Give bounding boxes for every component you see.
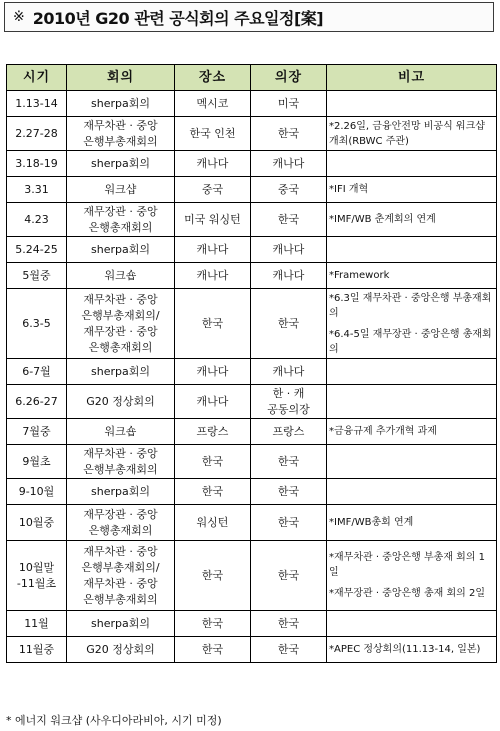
cell-meeting-line: sherpa회의 (91, 242, 150, 256)
cell-notes (327, 479, 497, 505)
cell-date: 6.3-5 (7, 289, 67, 359)
cell-meeting-line: 은행부총재회의 (83, 462, 158, 476)
table-row (7, 445, 497, 479)
cell-place-line: 멕시코 (196, 96, 229, 110)
cell-note-text: *APEC 정상회의(11.13-14, 일본) (329, 644, 481, 655)
cell-place-line: 미국 워싱턴 (184, 212, 241, 226)
cell-notes (327, 91, 497, 117)
cell-date: 6-7월 (7, 359, 67, 385)
cell-note-text: *6.3일 재무차관 · 중앙은행 부총재회의 (329, 292, 492, 319)
cell-notes (327, 505, 497, 541)
cell-place-line: 한국 (201, 484, 224, 498)
cell-chair-line: 캐나다 (272, 268, 305, 282)
cell-date: 3.18-19 (7, 151, 67, 177)
cell-chair (251, 637, 327, 663)
cell-chair-line: 한국 (277, 316, 300, 330)
cell-chair-line: 한국 (277, 616, 300, 630)
table-row (7, 151, 497, 177)
cell-place (175, 203, 251, 237)
cell-meeting-line: 워크샵 (104, 182, 137, 196)
column-header-meeting: 회의 (67, 65, 175, 91)
cell-chair (251, 445, 327, 479)
cell-place-line: 프랑스 (196, 424, 229, 438)
table-row (7, 479, 497, 505)
schedule-body (7, 91, 497, 663)
cell-place-line: 캐나다 (196, 394, 229, 408)
cell-meeting (67, 91, 175, 117)
cell-date: 10월중 (7, 505, 67, 541)
cell-meeting-line: 은행부총재회의 (83, 592, 158, 606)
cell-date: 7월중 (7, 419, 67, 445)
cell-date-line: -11월초 (16, 576, 57, 590)
cell-place-line: 한국 인천 (189, 126, 236, 140)
table-row (7, 289, 497, 359)
cell-notes (327, 359, 497, 385)
cell-chair-line: 프랑스 (272, 424, 305, 438)
cell-notes (327, 419, 497, 445)
table-row (7, 505, 497, 541)
cell-chair (251, 151, 327, 177)
schedule-table (6, 64, 497, 663)
cell-chair (251, 91, 327, 117)
cell-meeting-line: sherpa회의 (91, 364, 150, 378)
cell-meeting (67, 611, 175, 637)
cell-chair-line: 공동의장 (267, 402, 310, 416)
cell-meeting-line: 은행총재회의 (88, 340, 153, 354)
cell-meeting (67, 237, 175, 263)
cell-meeting-line: G20 정상회의 (86, 394, 155, 408)
cell-place (175, 385, 251, 419)
cell-meeting-line: 재무장관 · 중앙 (83, 324, 158, 338)
cell-meeting-line: 재무차관 · 중앙 (83, 292, 158, 306)
cell-date: 2.27-28 (7, 117, 67, 151)
cell-note-text: *재무차관 · 중앙은행 부총재 회의 1일 (329, 552, 486, 578)
cell-place (175, 611, 251, 637)
cell-chair (251, 289, 327, 359)
cell-place-line: 한국 (201, 316, 224, 330)
cell-date: 11월 (7, 611, 67, 637)
page-title: 2010년 G20 관련 공식회의 주요일정[案] (32, 8, 324, 28)
cell-note-text: *Framework (329, 270, 390, 281)
cell-meeting (67, 359, 175, 385)
cell-place (175, 237, 251, 263)
cell-note-text: *IMF/WB총회 연계 (329, 517, 414, 528)
cell-meeting-line: 워크숍 (104, 424, 137, 438)
cell-chair (251, 117, 327, 151)
table-row (7, 203, 497, 237)
cell-chair (251, 359, 327, 385)
cell-place-line: 캐나다 (196, 268, 229, 282)
cell-chair (251, 385, 327, 419)
cell-meeting-line: 워크숍 (104, 268, 137, 282)
cell-place (175, 151, 251, 177)
cell-place (175, 419, 251, 445)
cell-notes (327, 445, 497, 479)
cell-chair (251, 541, 327, 611)
cell-note-text: *2.26일, 금융안전망 비공식 워크샵 개최(RBWC 주관) (329, 120, 485, 147)
cell-meeting-line: sherpa회의 (91, 616, 150, 630)
cell-chair-line: 미국 (277, 96, 300, 110)
cell-chair-line: 한국 (277, 515, 300, 529)
cell-meeting-line: 재무차관 · 중앙 (83, 446, 158, 460)
cell-chair-line: 캐나다 (272, 156, 305, 170)
table-row (7, 117, 497, 151)
cell-meeting (67, 505, 175, 541)
cell-place (175, 637, 251, 663)
table-row (7, 385, 497, 419)
cell-date: 9-10월 (7, 479, 67, 505)
table-row (7, 263, 497, 289)
cell-meeting-line: G20 정상회의 (86, 642, 155, 656)
cell-notes (327, 117, 497, 151)
cell-chair (251, 419, 327, 445)
cell-date: 11월중 (7, 637, 67, 663)
cell-meeting-line: sherpa회의 (91, 484, 150, 498)
cell-note-text: *6.4-5일 재무장관 · 중앙은행 총재회의 (329, 328, 492, 355)
cell-date: 4.23 (7, 203, 67, 237)
cell-meeting-line: 재무장관 · 중앙 (83, 507, 158, 521)
cell-meeting (67, 419, 175, 445)
cell-meeting (67, 385, 175, 419)
cell-date: 5.24-25 (7, 237, 67, 263)
cell-place (175, 541, 251, 611)
cell-meeting-line: 재무차관 · 중앙 (83, 576, 158, 590)
cell-chair (251, 479, 327, 505)
table-row (7, 611, 497, 637)
cell-place (175, 479, 251, 505)
cell-place-line: 캐나다 (196, 156, 229, 170)
cell-chair-line: 한국 (277, 568, 300, 582)
cell-note-text: *IMF/WB 춘계회의 연계 (329, 214, 436, 225)
cell-place-line: 워싱턴 (196, 515, 229, 529)
cell-place (175, 445, 251, 479)
table-header-row (7, 65, 497, 91)
cell-meeting (67, 263, 175, 289)
cell-notes (327, 151, 497, 177)
cell-place (175, 289, 251, 359)
table-row (7, 541, 497, 611)
table-row (7, 91, 497, 117)
table-row (7, 177, 497, 203)
cell-meeting-line: 은행총재회의 (88, 220, 153, 234)
cell-place (175, 505, 251, 541)
cell-meeting (67, 637, 175, 663)
column-header-chair: 의장 (251, 65, 327, 91)
cell-notes (327, 385, 497, 419)
cell-date-line: 10월말 (18, 560, 55, 574)
cell-meeting-line: 은행부총재회의/ (81, 308, 160, 322)
table-row (7, 237, 497, 263)
cell-meeting (67, 479, 175, 505)
cell-place-line: 한국 (201, 454, 224, 468)
column-header-notes: 비고 (327, 65, 497, 91)
cell-date: 6.26-27 (7, 385, 67, 419)
cell-meeting (67, 203, 175, 237)
table-row (7, 419, 497, 445)
cell-date (7, 541, 67, 611)
cell-chair-line: 한국 (277, 212, 300, 226)
cell-date: 5월중 (7, 263, 67, 289)
cell-notes (327, 263, 497, 289)
cell-chair-line: 캐나다 (272, 364, 305, 378)
footnote: * 에너지 워크샵 (사우디아라비아, 시기 미정) (6, 714, 222, 727)
cell-chair-line: 한국 (277, 642, 300, 656)
cell-meeting-line: 재무장관 · 중앙 (83, 204, 158, 218)
cell-meeting (67, 117, 175, 151)
cell-meeting (67, 289, 175, 359)
cell-notes (327, 541, 497, 611)
cell-meeting-line: 재무차관 · 중앙 (83, 118, 158, 132)
table-row (7, 637, 497, 663)
cell-chair (251, 263, 327, 289)
cell-chair-line: 한 · 캐 (272, 386, 305, 400)
cell-chair-line: 한국 (277, 126, 300, 140)
cell-chair (251, 505, 327, 541)
cell-chair (251, 177, 327, 203)
cell-meeting-line: sherpa회의 (91, 96, 150, 110)
cell-notes (327, 289, 497, 359)
cell-meeting (67, 445, 175, 479)
cell-chair (251, 237, 327, 263)
cell-date: 9월초 (7, 445, 67, 479)
cell-place (175, 359, 251, 385)
cell-place-line: 중국 (201, 182, 224, 196)
cell-chair-line: 캐나다 (272, 242, 305, 256)
cell-place (175, 117, 251, 151)
cell-place-line: 한국 (201, 616, 224, 630)
cell-notes (327, 611, 497, 637)
cell-place (175, 263, 251, 289)
cell-notes (327, 237, 497, 263)
cell-date: 3.31 (7, 177, 67, 203)
cell-place-line: 캐나다 (196, 364, 229, 378)
cell-place-line: 한국 (201, 642, 224, 656)
cell-place-line: 캐나다 (196, 242, 229, 256)
column-header-place: 장소 (175, 65, 251, 91)
cell-meeting-line: 은행총재회의 (88, 523, 153, 537)
cell-note-text: *재무장관 · 중앙은행 총재 회의 2일 (329, 588, 486, 599)
cell-chair (251, 611, 327, 637)
cell-notes (327, 203, 497, 237)
cell-chair-line: 한국 (277, 484, 300, 498)
cell-place-line: 한국 (201, 568, 224, 582)
cell-meeting (67, 151, 175, 177)
cell-meeting-line: 은행부총재회의 (83, 134, 158, 148)
cell-place (175, 177, 251, 203)
cell-meeting-line: 은행부총재회의/ (81, 560, 160, 574)
cell-chair (251, 203, 327, 237)
cell-place (175, 91, 251, 117)
cell-date: 1.13-14 (7, 91, 67, 117)
cell-meeting-line: 재무차관 · 중앙 (83, 544, 158, 558)
cell-meeting-line: sherpa회의 (91, 156, 150, 170)
cell-note-text: *금융규제 추가개혁 과제 (329, 426, 437, 437)
cell-note-text: *IFI 개혁 (329, 184, 369, 195)
column-header-date: 시기 (7, 65, 67, 91)
cell-chair-line: 중국 (277, 182, 300, 196)
title-bar (4, 2, 494, 32)
cell-meeting (67, 177, 175, 203)
table-row (7, 359, 497, 385)
cell-notes (327, 177, 497, 203)
cell-meeting (67, 541, 175, 611)
reference-mark-icon: ※ (13, 9, 25, 25)
cell-notes (327, 637, 497, 663)
cell-chair-line: 한국 (277, 454, 300, 468)
